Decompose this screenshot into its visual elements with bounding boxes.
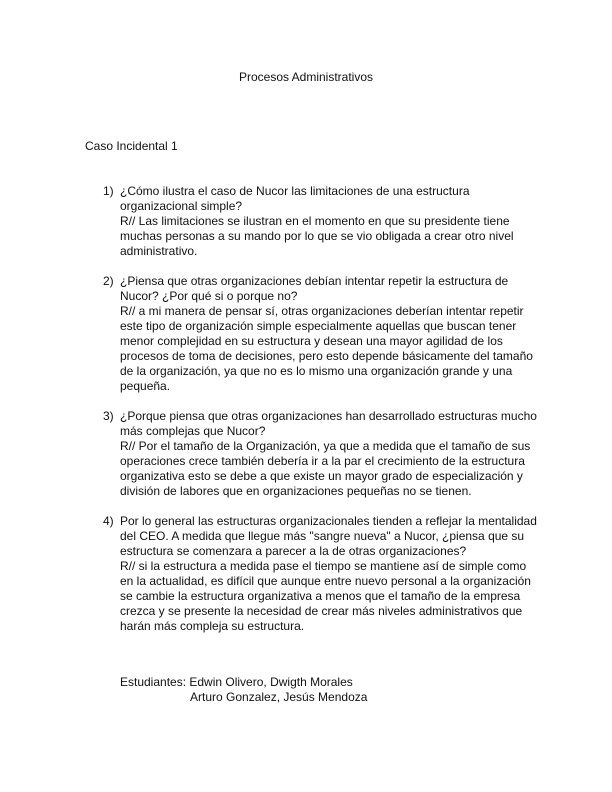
section-heading: Caso Incidental 1 [85, 139, 178, 153]
question-item [0, 184, 612, 259]
question-number: 2) [103, 274, 114, 288]
answer-text: R// si la estructura a medida pase el tiempo se mantiene así de simple como en la actualidad, es difícil que aunque entre nuevo personal a la organización se cambie la estructura organizativa a menos que el tamaño de la empresa crezca y se presente la necesidad de crear más niveles administrativos que harán más compleja su estructura. [120, 559, 531, 633]
question-item [0, 274, 612, 394]
question-item [0, 409, 612, 499]
question-body [120, 184, 540, 259]
answer-text: R// Por el tamaño de la Organización, ya que a medida que el tamaño de sus operaciones crece también debería ir a la par el crecimiento de la estructura organizativa esto se debe a que existe un mayor grado de especialización y división de labores que en organizaciones pequeñas no se tienen. [120, 439, 531, 498]
question-body [120, 514, 540, 634]
question-list [0, 184, 612, 649]
students-line: Estudiantes: Edwin Olivero, Dwigth Morales [120, 675, 353, 689]
question-text: ¿Piensa que otras organizaciones debían intentar repetir la estructura de Nucor? ¿Por qué si o porque no? [120, 274, 509, 303]
students-line: Arturo Gonzalez, Jesús Mendoza [190, 690, 368, 704]
question-text: ¿Porque piensa que otras organizaciones han desarrollado estructuras mucho más complejas que Nucor? [120, 409, 537, 438]
document-title: Procesos Administrativos [238, 70, 374, 84]
question-number: 3) [103, 409, 114, 423]
question-body [120, 274, 540, 394]
answer-text: R// a mi manera de pensar sí, otras organizaciones deberían intentar repetir este tipo de organización simple especialmente aquellas que buscan tener menor complejidad en su estructura y desean una mayor agilidad de los procesos de toma de decisiones, pero esto depende básicamente del tamaño de la organización, ya que no es lo mismo una organización grande y una pequeña. [120, 304, 533, 393]
question-body [120, 409, 540, 499]
question-item [0, 514, 612, 634]
answer-text: R// Las limitaciones se ilustran en el momento en que su presidente tiene muchas personas a su mando por lo que se vio obligada a crear otro nivel administrativo. [120, 214, 514, 258]
question-number: 4) [103, 514, 114, 528]
students-block [120, 675, 367, 705]
question-text: ¿Cómo ilustra el caso de Nucor las limitaciones de una estructura organizacional simple? [120, 184, 470, 213]
question-number: 1) [103, 184, 114, 198]
question-text: Por lo general las estructuras organizacionales tienden a reflejar la mentalidad del CEO. A medida que llegue más "sangre nueva" a Nucor, ¿piensa que su estructura se comenzara a parecer a la de otras organizaciones? [120, 514, 537, 558]
